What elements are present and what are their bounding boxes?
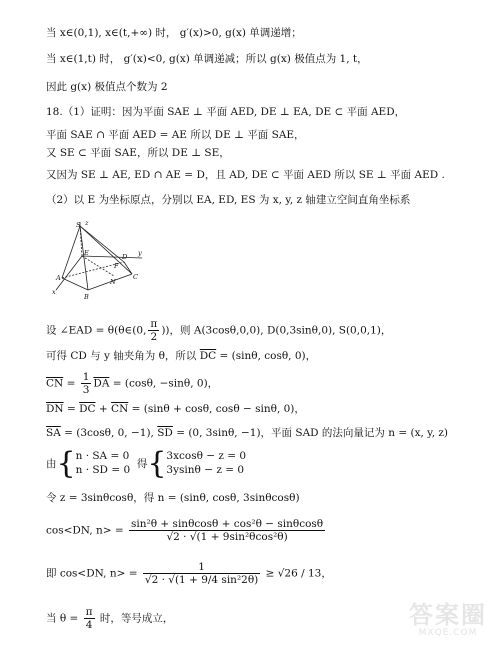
- text-segment: 即 cos<DN, n> =: [46, 567, 141, 580]
- text-line: [46, 606, 173, 631]
- fraction: $\frac{\pi}{4}$: [85, 606, 93, 632]
- text-line: 又因为 SE ⊥ AE, ED ∩ AE = D，且 AD, DE ⊂ 平面 AED 所以 SE ⊥ 平面 AED .: [46, 169, 445, 181]
- fraction: $\frac{\text{sin²θ + sinθcosθ + cos²θ − sinθcosθ}}{\text{√2 · √(1 + 9sin²θcos²θ)}}$: [131, 518, 324, 544]
- vector: $\overline{SD}$: [157, 427, 173, 439]
- vector: $\overline{CN}$: [46, 377, 64, 390]
- text-line: 平面 SAE ∩ 平面 AED = AE 所以 DE ⊥ 平面 SAE，: [46, 129, 305, 141]
- text-line: 因此 g(x) 极值点个数为 2: [46, 81, 168, 93]
- text-segment: 可得 CD 与 y 轴夹角为 θ，所以: [46, 350, 200, 362]
- text-segment: cos<DN, n> =: [46, 524, 128, 537]
- label-n: N: [110, 278, 116, 286]
- watermark-url: MXQE.COM: [418, 628, 478, 638]
- text-segment: ≥ √26 / 13，: [262, 567, 332, 580]
- text-segment: = (3cosθ, 0, −1),: [60, 427, 158, 439]
- text-segment: 得: [136, 458, 148, 470]
- label-s: S: [76, 221, 81, 229]
- text-line: 18.（1）证明：因为平面 SAE ⊥ 平面 AED, DE ⊥ EA, DE ⊂ 平面 AED，: [46, 106, 406, 118]
- equation-system: n · SA = 0 n · SD = 0: [75, 450, 131, 476]
- fraction: $\frac{\pi}{2}$: [150, 318, 158, 344]
- text-line: 当 x∈(1,t) 时， g′(x)<0, g(x) 单调递减；所以 g(x) 极值点为 1, t，: [46, 53, 368, 65]
- text-line: 当 x∈(0,1), x∈(t,+∞) 时， g′(x)>0, g(x) 单调递增；: [46, 27, 302, 39]
- text-line: [46, 349, 316, 363]
- label-d: D: [122, 253, 128, 261]
- label-c: C: [133, 273, 138, 281]
- text-segment: 时，等号成立，: [96, 612, 174, 625]
- watermark-text: 答案圈: [409, 601, 487, 629]
- fraction: $\frac{1}{\text{√2 · √(1 + 9/4 sin²2θ)}}$: [144, 561, 259, 587]
- text-segment: ))，则 A(3cosθ,0,0), D(0,3sinθ,0), S(0,0,1)，: [161, 324, 392, 337]
- text-segment: = (sinθ, cosθ, 0)，: [216, 350, 317, 362]
- fraction: $\frac{1}{3}$: [82, 371, 90, 397]
- vector: $\overline{DN}$: [46, 403, 64, 415]
- text-segment: = (cosθ, −sinθ, 0)，: [109, 377, 219, 390]
- brace: {: [56, 446, 76, 481]
- text-line: [46, 371, 218, 396]
- vector: $\overline{SA}$: [46, 427, 61, 439]
- label-a: A: [56, 274, 61, 282]
- text-segment: =: [63, 377, 79, 390]
- vector: $\overline{DC}$: [199, 350, 217, 362]
- vector: $\overline{DC}$: [79, 403, 96, 415]
- text-segment: 由: [46, 458, 57, 470]
- text-line: [46, 318, 391, 343]
- vector: $\overline{CN}$: [111, 403, 129, 415]
- text-segment: = (sinθ + cosθ, cosθ − sinθ, 0)，: [128, 403, 305, 415]
- text-segment: 设 ∠EAD = θ: [46, 324, 115, 337]
- label-f: F: [114, 262, 119, 270]
- label-b: B: [84, 293, 89, 301]
- text-line: [46, 446, 247, 481]
- text-line: $\overline{DN} = \overline{DC} + \overline{CN} = (\sin\theta + \cos\theta$, cosθ − sinθ, 0)，: [46, 403, 305, 415]
- label-y: y: [138, 249, 142, 257]
- label-e: E: [84, 249, 89, 257]
- text-line: [46, 426, 448, 440]
- text-line: 又 SE ⊂ 平面 SAE，所以 DE ⊥ SE，: [46, 147, 230, 159]
- text-line: 令 z = 3sinθcosθ，得 n = (sinθ, cosθ, 3sinθcosθ): [46, 492, 300, 504]
- equation-system: 3xcosθ − z = 0 3ysinθ − z = 0: [166, 450, 247, 476]
- brace: {: [147, 446, 167, 481]
- vector: $\overline{DA}$: [93, 377, 110, 390]
- label-z: z: [85, 219, 89, 227]
- text-segment: = (0, 3sinθ, −1)，平面 SAD 的法向量记为 n = (x, y, z): [172, 427, 449, 439]
- text-line: （2）以 E 为坐标原点，分别以 EA, ED, ES 为 x, y, z 轴建立空间直角坐标系: [46, 194, 411, 206]
- text-segment: 当 θ =: [46, 612, 82, 625]
- text-line: [46, 561, 332, 586]
- text-line: [46, 518, 327, 543]
- label-x: x: [52, 288, 56, 296]
- text-segment: (θ∈(0,: [114, 324, 147, 337]
- watermark-logo: [402, 603, 494, 647]
- pyramid-diagram: [48, 218, 148, 304]
